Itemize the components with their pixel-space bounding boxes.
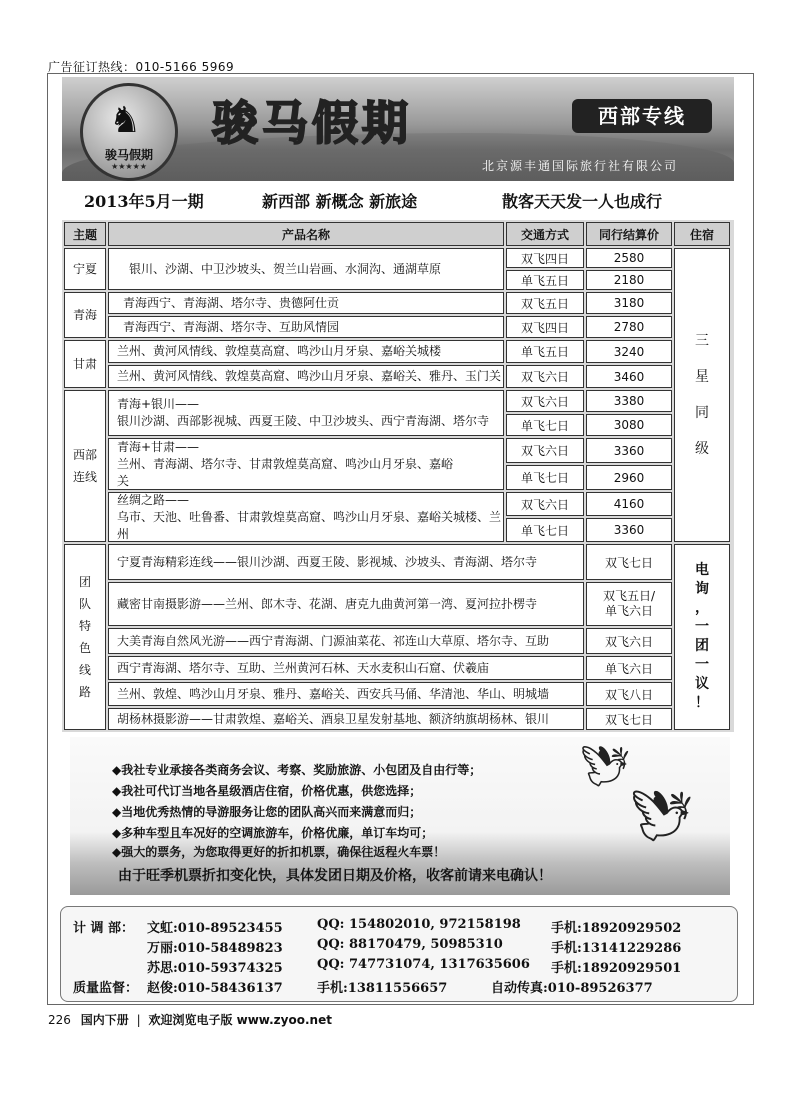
group-product-name: 大美青海自然风光游——西宁青海湖、门源油菜花、祁连山大草原、塔尔寺、互助 xyxy=(108,628,584,654)
tagline: 新西部 新概念 新旅途 xyxy=(262,192,418,211)
logo-stars: ★★★★★ xyxy=(111,162,147,171)
price-notice: 由于旺季机票折扣变化快，具体发团日期及价格，收客前请来电确认！ xyxy=(118,868,552,884)
contact-qq: QQ: 154802010, 972158198 xyxy=(317,917,521,932)
price: 2180 xyxy=(586,270,672,290)
product-name: 青海西宁、青海湖、塔尔寺、互助风情园 xyxy=(108,316,504,338)
company-name: 北京源丰通国际旅行社有限公司 xyxy=(482,159,679,173)
service-item: ◆我社可代订当地各星级酒店住宿，价格优惠，供您选择； xyxy=(112,784,422,798)
theme-west-combo: 西部 连线 xyxy=(64,390,106,542)
daily-departure: 散客天天发一人也成行 xyxy=(502,192,663,211)
price: 3360 xyxy=(586,438,672,463)
service-item: ◆我社专业承接各类商务会议、考察、奖励旅游、小包团及自由行等； xyxy=(112,763,482,777)
price: 3380 xyxy=(586,390,672,412)
product-name: 青海西宁、青海湖、塔尔寺、贵德阿仕贡 xyxy=(108,292,504,314)
price: 2780 xyxy=(586,316,672,338)
price: 3240 xyxy=(586,340,672,363)
contacts-panel xyxy=(60,906,738,1002)
brand-title: 骏马假期 xyxy=(212,96,412,150)
issue-label: 2013年5月一期 xyxy=(84,192,204,211)
services-panel xyxy=(70,737,730,895)
price: 3360 xyxy=(586,518,672,542)
contact-tel: 文虹:010-89523455 xyxy=(147,921,283,936)
site-link[interactable]: 欢迎浏览电子版 www.zyoo.net xyxy=(148,1013,332,1027)
route-table xyxy=(62,220,734,732)
divider: | xyxy=(136,1013,141,1027)
theme-ningxia: 宁夏 xyxy=(64,248,106,290)
group-product-name: 兰州、敦煌、鸣沙山月牙泉、雅丹、嘉峪关、西安兵马俑、华清池、华山、明城墙 xyxy=(108,682,584,706)
group-transport: 双飞七日 xyxy=(586,544,672,580)
contact-mobile: 手机:13141229286 xyxy=(551,941,682,956)
contact-qq: QQ: 88170479, 50985310 xyxy=(317,937,503,952)
footer xyxy=(48,1011,332,1028)
product-name: 银川、沙湖、中卫沙坡头、贺兰山岩画、水洞沟、通湖草原 xyxy=(108,248,504,290)
dept-label: 计 调 部： xyxy=(73,921,135,936)
transport: 单飞五日 xyxy=(506,270,584,290)
group-product-name: 藏密甘南摄影游——兰州、郎木寺、花湖、唐克九曲黄河第一湾、夏河拉扑楞寺 xyxy=(108,582,584,626)
logo-text: 骏马假期 xyxy=(104,148,153,162)
theme-group: 团 队 特 色 线 路 xyxy=(64,544,106,730)
transport: 单飞七日 xyxy=(506,518,584,542)
price: 3180 xyxy=(586,292,672,314)
group-transport: 单飞六日 xyxy=(586,656,672,680)
horse-icon: ♞ xyxy=(109,100,142,141)
price: 2960 xyxy=(586,465,672,490)
slogan-bar xyxy=(62,189,734,213)
header-hotel: 住宿 xyxy=(674,222,730,246)
header-theme: 主题 xyxy=(64,222,106,246)
quality-mobile: 手机:13811556657 xyxy=(317,981,448,996)
logo xyxy=(80,83,178,181)
transport: 双飞四日 xyxy=(506,248,584,268)
price: 3460 xyxy=(586,365,672,388)
group-product-name: 宁夏青海精彩连线——银川沙湖、西夏王陵、影视城、沙坡头、青海湖、塔尔寺 xyxy=(108,544,584,580)
header-product: 产品名称 xyxy=(108,222,504,246)
header-price: 同行结算价 xyxy=(586,222,672,246)
transport: 双飞六日 xyxy=(506,438,584,463)
transport: 单飞七日 xyxy=(506,465,584,490)
hotel-note: 三 星 同 级 xyxy=(674,248,730,542)
eagle-icon: 🕊 xyxy=(630,787,694,845)
price: 4160 xyxy=(586,492,672,516)
group-transport: 双飞六日 xyxy=(586,628,672,654)
group-product-name: 西宁青海湖、塔尔寺、互助、兰州黄河石林、天水麦积山石窟、伏羲庙 xyxy=(108,656,584,680)
transport: 双飞六日 xyxy=(506,365,584,388)
product-name: 兰州、黄河风情线、敦煌莫高窟、鸣沙山月牙泉、嘉峪关城楼 xyxy=(108,340,504,363)
transport: 单飞七日 xyxy=(506,414,584,436)
ad-hotline: 广告征订热线：010-5166 5969 xyxy=(48,60,235,74)
contact-tel: 苏思:010-59374325 xyxy=(147,961,283,976)
price: 3080 xyxy=(586,414,672,436)
section-name: 国内下册 xyxy=(80,1013,129,1027)
group-transport: 双飞八日 xyxy=(586,682,672,706)
group-transport: 双飞七日 xyxy=(586,708,672,730)
transport: 双飞六日 xyxy=(506,390,584,412)
transport: 双飞五日 xyxy=(506,292,584,314)
quality-tel: 赵俊:010-58436137 xyxy=(147,981,283,996)
transport: 双飞六日 xyxy=(506,492,584,516)
product-name: 兰州、黄河风情线、敦煌莫高窟、鸣沙山月牙泉、嘉峪关、雅丹、玉门关 xyxy=(108,365,504,388)
group-product-name: 胡杨林摄影游——甘肃敦煌、嘉峪关、酒泉卫星发射基地、额济纳旗胡杨林、银川 xyxy=(108,708,584,730)
quality-label: 质量监督： xyxy=(73,981,139,996)
group-note: 电 询 ， 一 团 一 议 ！ xyxy=(674,544,730,730)
page-number: 226 xyxy=(48,1013,71,1027)
product-name: 青海+甘肃—— 兰州、青海湖、塔尔寺、甘肃敦煌莫高窟、鸣沙山月牙泉、嘉峪 关 xyxy=(108,438,504,490)
contact-mobile: 手机:18920929502 xyxy=(551,921,682,936)
contact-qq: QQ: 747731074, 1317635606 xyxy=(317,957,530,972)
price: 2580 xyxy=(586,248,672,268)
theme-qinghai: 青海 xyxy=(64,292,106,338)
banner xyxy=(62,77,734,181)
transport: 双飞四日 xyxy=(506,316,584,338)
service-item: ◆强大的票务，为您取得更好的折扣机票，确保往返程火车票！ xyxy=(112,845,446,859)
theme-gansu: 甘肃 xyxy=(64,340,106,388)
fax: 自动传真:010-89526377 xyxy=(491,981,653,996)
group-transport: 双飞五日/ 单飞六日 xyxy=(586,582,672,626)
header-transport: 交通方式 xyxy=(506,222,584,246)
transport: 单飞五日 xyxy=(506,340,584,363)
service-item: ◆多种车型且车况好的空调旅游车，价格优廉，单订车均可； xyxy=(112,826,434,840)
west-line-badge: 西部专线 xyxy=(572,99,712,133)
product-name: 丝绸之路—— 乌市、天池、吐鲁番、甘肃敦煌莫高窟、鸣沙山月牙泉、嘉峪关城楼、兰 州 xyxy=(108,492,504,542)
eagle-icon: 🕊 xyxy=(580,744,631,790)
service-item: ◆当地优秀热情的导游服务让您的团队高兴而来满意而归； xyxy=(112,805,422,819)
product-name: 青海+银川—— 银川沙湖、西部影视城、西夏王陵、中卫沙坡头、西宁青海湖、塔尔寺 xyxy=(108,390,504,436)
contact-tel: 万丽:010-58489823 xyxy=(147,941,283,956)
contact-mobile: 手机:18920929501 xyxy=(551,961,682,976)
